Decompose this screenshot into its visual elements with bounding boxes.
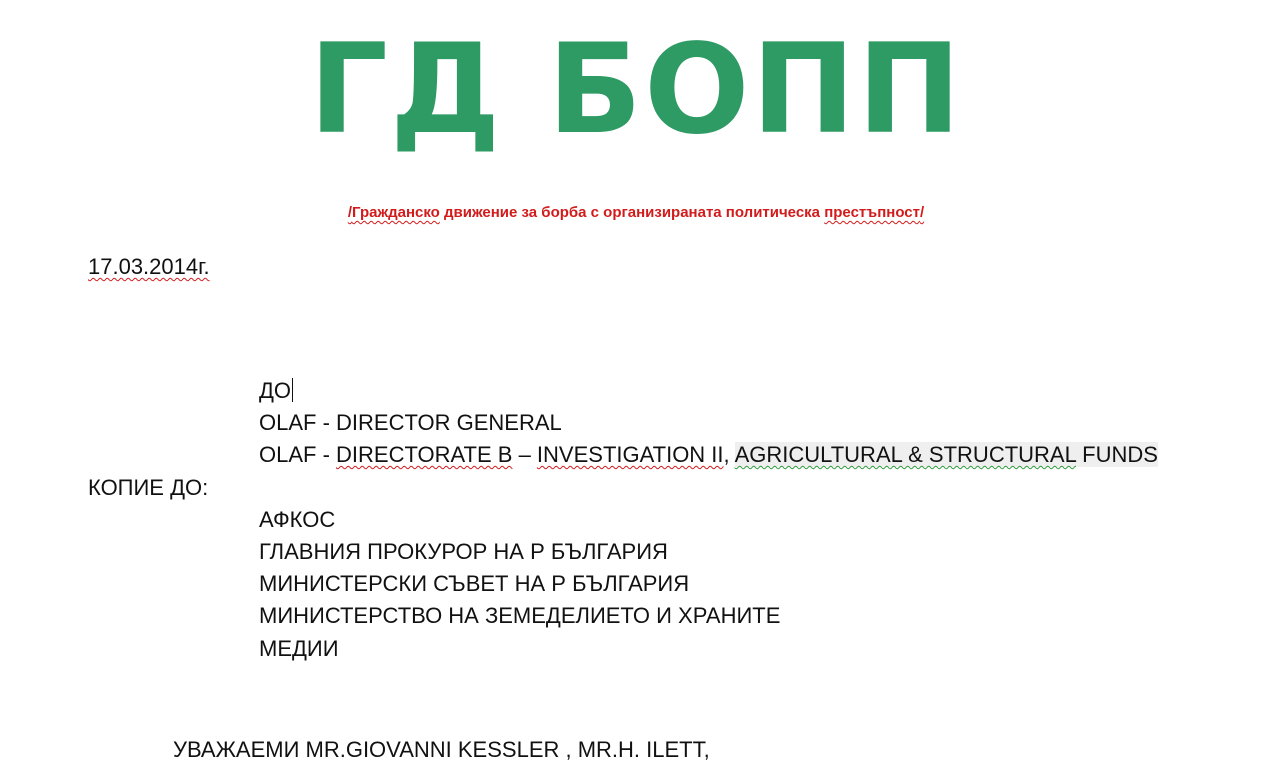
addressee-funds: FUNDS xyxy=(1076,442,1158,467)
organization-subtitle xyxy=(0,203,1272,223)
to-label: ДО xyxy=(259,378,292,403)
subtitle-middle: движение за борба с организираната политическа xyxy=(439,204,825,221)
addressee-comma: , xyxy=(723,442,735,467)
text-cursor xyxy=(292,378,293,402)
subtitle-word-civic: Гражданско xyxy=(352,204,440,221)
organization-logo: ГД БОПП xyxy=(308,18,964,162)
copy-recipient-prosecutor: ГЛАВНИЯ ПРОКУРОР НА Р БЪЛГАРИЯ xyxy=(259,539,668,564)
addressee-directorate: DIRECTORATE B xyxy=(336,442,513,467)
to-label-line[interactable] xyxy=(259,376,293,406)
addressee-line-2-prefix: OLAF - xyxy=(259,442,337,467)
copy-label: КОПИЕ ДО: xyxy=(88,475,209,500)
letter-greeting: УВАЖАЕМИ MR.GIOVANNI KESSLER , MR.H. ILETT, xyxy=(173,737,710,762)
addressee-investigation: INVESTIGATION II xyxy=(536,442,724,467)
copy-recipient-afkos: АФКОС xyxy=(259,507,336,532)
addressee-line-1: OLAF - DIRECTOR GENERAL xyxy=(259,410,562,435)
subtitle-prefix: / xyxy=(347,204,353,221)
document-date: 17.03.2014г. xyxy=(88,254,210,279)
copy-recipient-ministry: МИНИСТЕРСТВО НА ЗЕМЕДЕЛИЕТО И ХРАНИТЕ xyxy=(259,603,781,628)
addressee-dash: – xyxy=(512,442,537,467)
copy-recipient-media: МЕДИИ xyxy=(259,636,339,661)
copy-recipient-council: МИНИСТЕРСКИ СЪВЕТ НА Р БЪЛГАРИЯ xyxy=(259,571,690,596)
addressee-funds-type: AGRICULTURAL & STRUCTURAL xyxy=(734,442,1077,467)
subtitle-word-crime: престъпност xyxy=(824,204,920,221)
addressee-line-2 xyxy=(259,440,1158,470)
subtitle-suffix: / xyxy=(919,204,925,221)
